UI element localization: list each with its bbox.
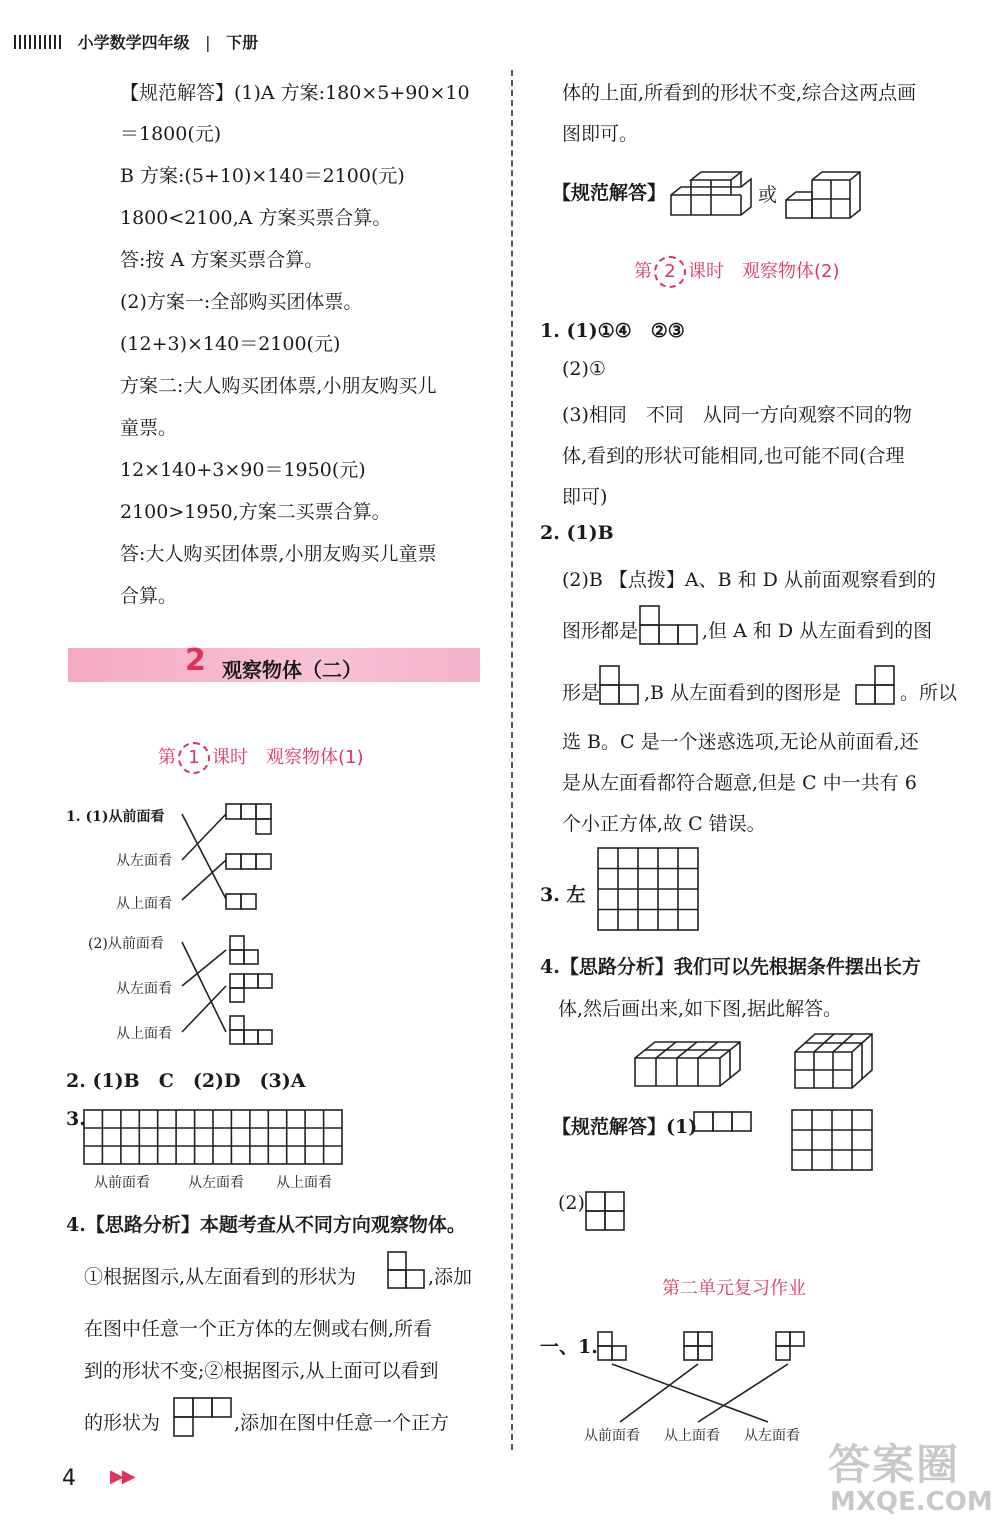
review-q1-label: 一、1. xyxy=(540,1336,598,1358)
text-line: 合算。 xyxy=(120,585,178,607)
q3-left-label: 从左面看 xyxy=(188,1175,244,1191)
lesson-title: 课时 观察物体(1) xyxy=(212,747,364,768)
answer-line: 体,然后画出来,如下图,据此解答。 xyxy=(558,998,843,1020)
answer-line: 个小正方体,故 C 错误。 xyxy=(562,813,766,835)
q3-front-label: 从前面看 xyxy=(94,1175,150,1191)
text-line: 12×140+3×90＝1950(元) xyxy=(120,459,366,481)
watermark-url: MXQE.COM xyxy=(830,1487,993,1517)
review-top-label: 从上面看 xyxy=(664,1428,720,1444)
cube-drawing-2 xyxy=(782,158,866,222)
answer-line: 2. (1)B xyxy=(540,522,614,544)
book-title: 小学数学四年级 xyxy=(77,33,190,52)
match-line xyxy=(182,986,226,1032)
q1-top-label-2: 从上面看 xyxy=(116,1026,172,1042)
q1-matching-diagram-2 xyxy=(170,928,280,1048)
page-header xyxy=(14,30,258,53)
header-separator: | xyxy=(205,33,211,52)
answer-line: 是从左面看都符合题意,但是 C 中一共有 6 xyxy=(562,772,917,794)
text-line: 答:按 A 方案买票合算。 xyxy=(120,249,324,271)
top-view-shape xyxy=(172,1396,234,1438)
review-matching-diagram xyxy=(580,1326,820,1426)
answer-label-2: 【规范解答】(1) xyxy=(552,1116,698,1138)
column-divider xyxy=(511,70,513,1450)
answer-line: 图形都是 xyxy=(562,620,639,642)
q4-line-b2: ,添加 xyxy=(428,1266,473,1288)
text-line: 答:大人购买团体票,小朋友购买儿童票 xyxy=(120,543,437,565)
unit-number: 2 xyxy=(185,643,206,678)
watermark-logo xyxy=(828,1442,993,1516)
answer-grid-4x3 xyxy=(790,1108,876,1174)
page-arrows-icon: ▶▶ xyxy=(110,1466,134,1487)
match-line xyxy=(182,814,226,860)
front-view-shape xyxy=(638,604,702,646)
answer-line: 4.【思路分析】我们可以先根据条件摆出长方 xyxy=(540,956,921,978)
text-line: 童票。 xyxy=(120,417,178,439)
cuboid-drawing-2 xyxy=(792,1030,876,1092)
answer-line: ,B 从左面看到的图形是 xyxy=(644,682,842,704)
answer-shape-2x2 xyxy=(584,1190,628,1234)
lesson-prefix: 第 xyxy=(634,261,652,282)
cube-drawing-1 xyxy=(666,160,756,222)
q4-line-e: 的形状为 xyxy=(84,1412,161,1434)
answer-line: (2)① xyxy=(562,358,606,380)
left-view-shape-b xyxy=(854,664,898,706)
q4-line-d: 到的形状不变;②根据图示,从上面可以看到 xyxy=(84,1360,439,1382)
barcode-icon xyxy=(14,35,62,49)
q4-analysis xyxy=(66,1210,466,1237)
text-line: (12+3)×140＝2100(元) xyxy=(120,333,341,355)
lesson-title: 课时 观察物体(2) xyxy=(688,261,840,282)
q4-line-e2: ,添加在图中任意一个正方 xyxy=(234,1412,450,1434)
answer-line: 3. 左 xyxy=(540,884,586,906)
view-shape xyxy=(226,894,256,909)
q4-text: 4.【思路分析】本题考查从不同方向观察物体。 xyxy=(66,1214,466,1236)
text-line: (2)方案一:全部购买团体票。 xyxy=(120,291,363,313)
answer-line: (2)B 【点拨】A、B 和 D 从前面观察看到的 xyxy=(562,569,936,591)
grid-4x5 xyxy=(596,846,702,934)
match-line xyxy=(620,1364,698,1422)
q4-line-c: 在图中任意一个正方体的左侧或右侧,所看 xyxy=(84,1318,433,1340)
answer-line: ,但 A 和 D 从左面看到的图 xyxy=(702,620,933,642)
lesson-heading xyxy=(158,742,364,774)
book-volume: 下册 xyxy=(226,33,259,52)
page-number: 4 xyxy=(62,1466,76,1491)
answer-line: 形是 xyxy=(562,682,601,704)
q3-grid xyxy=(80,1108,346,1168)
or-label: 或 xyxy=(758,184,778,206)
left-view-shape xyxy=(386,1250,428,1292)
unit-title: 观察物体（二） xyxy=(222,658,362,682)
view-shape xyxy=(598,1332,626,1360)
view-shape xyxy=(684,1332,712,1360)
lesson-number: 1 xyxy=(178,742,210,774)
answer-line: 1. (1)①④ ②③ xyxy=(540,320,685,342)
text-line: 1800<2100,A 方案买票合算。 xyxy=(120,207,392,229)
text-line: 2100>1950,方案二买票合算。 xyxy=(120,501,391,523)
view-shape xyxy=(230,1016,272,1044)
answer-line: 体,看到的形状可能相同,也可能不同(合理 xyxy=(562,445,905,467)
answer-shape-1 xyxy=(692,1110,756,1136)
q2-answer: 2. (1)B C (2)D (3)A xyxy=(66,1070,306,1092)
lesson-heading-2 xyxy=(634,256,840,288)
view-shape xyxy=(230,936,258,964)
q1-part1-label: 1. (1)从前面看 xyxy=(66,809,165,825)
left-view-shape-ad xyxy=(598,664,642,706)
review-front-label: 从前面看 xyxy=(584,1428,640,1444)
text-line: 方案二:大人购买团体票,小朋友购买儿 xyxy=(120,375,437,397)
q3-label: 3. xyxy=(66,1108,86,1130)
text-line: ＝1800(元) xyxy=(120,123,222,145)
text-line: 图即可。 xyxy=(562,123,639,145)
view-shape xyxy=(230,974,272,1002)
q4-text: ①根据图示,从左面看到的形状为 xyxy=(84,1266,357,1288)
cuboid-drawing-1 xyxy=(632,1038,744,1090)
answer-label: 【规范解答】 xyxy=(552,182,667,204)
lesson-prefix: 第 xyxy=(158,747,176,768)
view-shape xyxy=(226,854,271,869)
match-line xyxy=(612,1364,768,1422)
answer-label-3: (2) xyxy=(558,1192,585,1214)
answer-line: 即可) xyxy=(562,486,608,508)
q1-top-label: 从上面看 xyxy=(116,896,172,912)
q1-part2-label: (2)从前面看 xyxy=(88,936,164,952)
lesson-number: 2 xyxy=(654,256,686,288)
watermark-text: 答案圈 xyxy=(828,1440,961,1489)
text-line: B 方案:(5+10)×140＝2100(元) xyxy=(120,165,405,187)
view-shape xyxy=(226,804,271,834)
answer-line: 选 B。C 是一个迷惑选项,无论从前面看,还 xyxy=(562,731,919,753)
review-left-label: 从左面看 xyxy=(744,1428,800,1444)
match-line xyxy=(182,814,226,899)
q1-left-label: 从左面看 xyxy=(116,853,172,869)
match-line xyxy=(182,860,226,900)
q3-top-label: 从上面看 xyxy=(276,1175,332,1191)
review-heading: 第二单元复习作业 xyxy=(662,1278,806,1299)
text-line: 【规范解答】(1)A 方案:180×5+90×10 xyxy=(120,82,470,104)
view-shape xyxy=(776,1332,804,1360)
q4-line-b xyxy=(84,1262,356,1289)
answer-line: (3)相同 不同 从同一方向观察不同的物 xyxy=(562,404,912,426)
text-line: 体的上面,所看到的形状不变,综合这两点画 xyxy=(562,82,917,104)
answer-line: 。所以 xyxy=(900,682,958,704)
q1-matching-diagram-1 xyxy=(170,800,280,916)
q1-left-label-2: 从左面看 xyxy=(116,981,172,997)
